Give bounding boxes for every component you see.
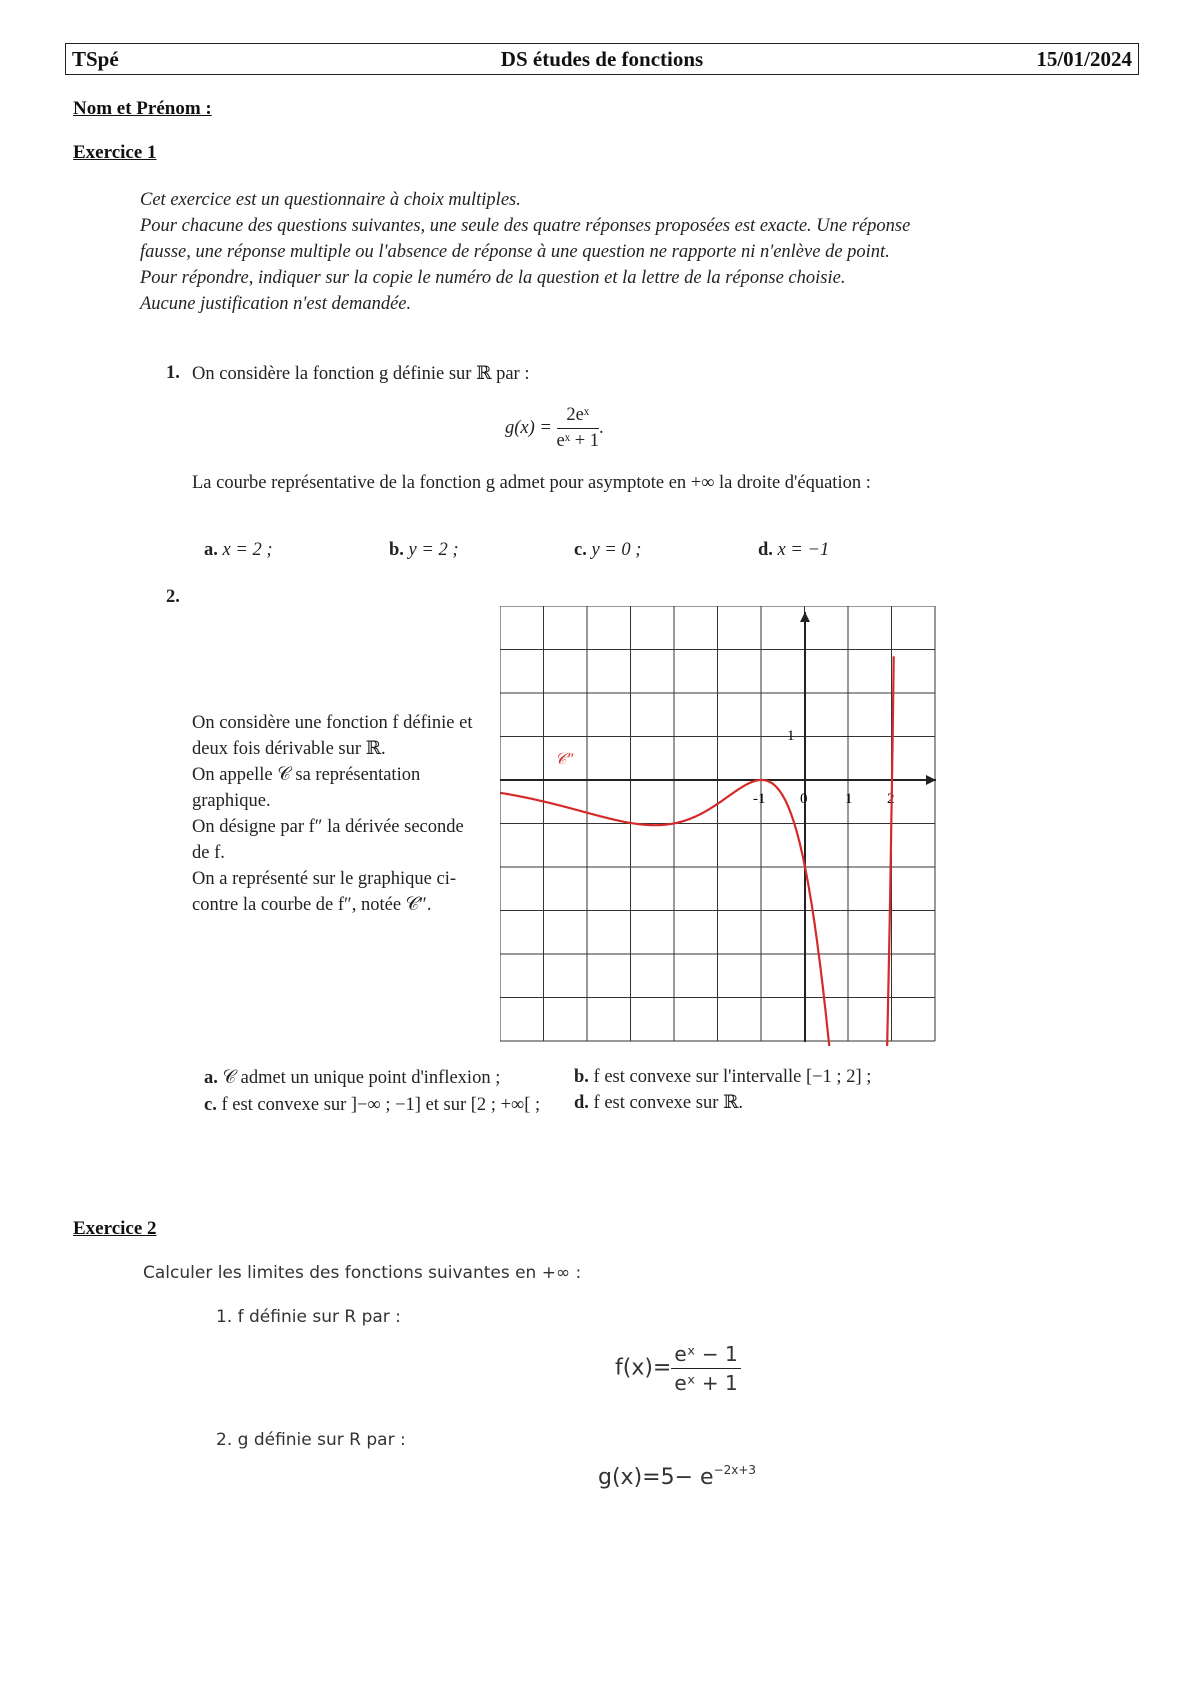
- x-tick-label: -1: [753, 791, 766, 807]
- exercise1-intro: [140, 187, 940, 317]
- q1-choice-b: b. y = 2 ;: [389, 540, 459, 560]
- x-tick-label: 1: [845, 791, 853, 807]
- header-box: [65, 43, 1139, 75]
- q2-line: On appelle 𝒞 sa représentation graphique.: [192, 765, 421, 811]
- q2-number: 2.: [166, 587, 180, 607]
- x-tick-label: 0: [800, 791, 808, 807]
- q2-line: On a représenté sur le graphique ci-contre la courbe de f″, notée 𝒞″.: [192, 869, 457, 915]
- x-tick-label: 2: [887, 791, 895, 807]
- header-title: DS études de fonctions: [500, 47, 704, 71]
- exercise2-item2-label: 2. g définie sur R par :: [216, 1430, 406, 1450]
- q2-choice-c: c. f est convexe sur ]−∞ ; −1] et sur [2 ; +∞[ ;: [204, 1095, 541, 1115]
- intro-line: Cet exercice est un questionnaire à choix multiples.: [140, 190, 521, 210]
- intro-line: Pour chacune des questions suivantes, une seule des quatre réponses proposées est exacte. Une réponse fausse, une réponse multiple ou l'absence de réponse à une question ne rapporte ni n'enlève de point.: [140, 216, 911, 262]
- intro-line: Pour répondre, indiquer sur la copie le numéro de la question et la lettre de la réponse choisie.: [140, 268, 846, 288]
- y-tick-label: 1: [787, 728, 795, 744]
- name-label: Nom et Prénom :: [73, 98, 212, 119]
- q2-line: On considère une fonction f définie et deux fois dérivable sur ℝ.: [192, 713, 473, 759]
- exercise2-intro: Calculer les limites des fonctions suivantes en +∞ :: [143, 1263, 582, 1283]
- q2-choice-d: d. f est convexe sur ℝ.: [574, 1093, 744, 1113]
- y-axis-arrow: [800, 612, 810, 622]
- q2-choice-b: b. f est convexe sur l'intervalle [−1 ; 2] ;: [574, 1067, 872, 1087]
- header-date: 15/01/2024: [1036, 47, 1132, 71]
- intro-line: Aucune justification n'est demandée.: [140, 294, 412, 314]
- second-derivative-graph: [500, 606, 940, 1046]
- q1-formula: g(x) = $\frac{\text{2eˣ}}{\text{eˣ + 1}}$ .: [505, 405, 604, 451]
- curve-label: 𝒞″: [555, 751, 574, 768]
- q2-line: On désigne par f″ la dérivée seconde de f.: [192, 817, 464, 863]
- q2-choice-a: a. 𝒞 admet un unique point d'inflexion ;: [204, 1068, 501, 1088]
- q1-choice-d: d. x = −1: [758, 540, 830, 560]
- q1-choice-c: c. y = 0 ;: [574, 540, 642, 560]
- header-class: TSpé: [72, 47, 119, 71]
- second-derivative-curve: [501, 656, 894, 1046]
- exercise2-item1-label: 1. f définie sur R par :: [216, 1307, 401, 1327]
- graph-grid: [500, 606, 935, 1041]
- q1-question: La courbe représentative de la fonction g admet pour asymptote en +∞ la droite d'équation :: [192, 473, 871, 493]
- exercise2-item1-formula: f(x)= $\frac{\text{eˣ − 1}}{\text{eˣ + 1}}$: [615, 1342, 741, 1395]
- exercise1-title: Exercice 1: [73, 142, 157, 163]
- exercise2-title: Exercice 2: [73, 1218, 157, 1239]
- q1-number: 1.: [166, 363, 180, 383]
- q1-choice-a: a. x = 2 ;: [204, 540, 273, 560]
- q2-text: [192, 710, 482, 918]
- q1-statement: On considère la fonction g définie sur ℝ par :: [192, 364, 530, 384]
- exercise2-item2-formula: $g(x)=5- e^{-2x+3}$: [598, 1463, 757, 1490]
